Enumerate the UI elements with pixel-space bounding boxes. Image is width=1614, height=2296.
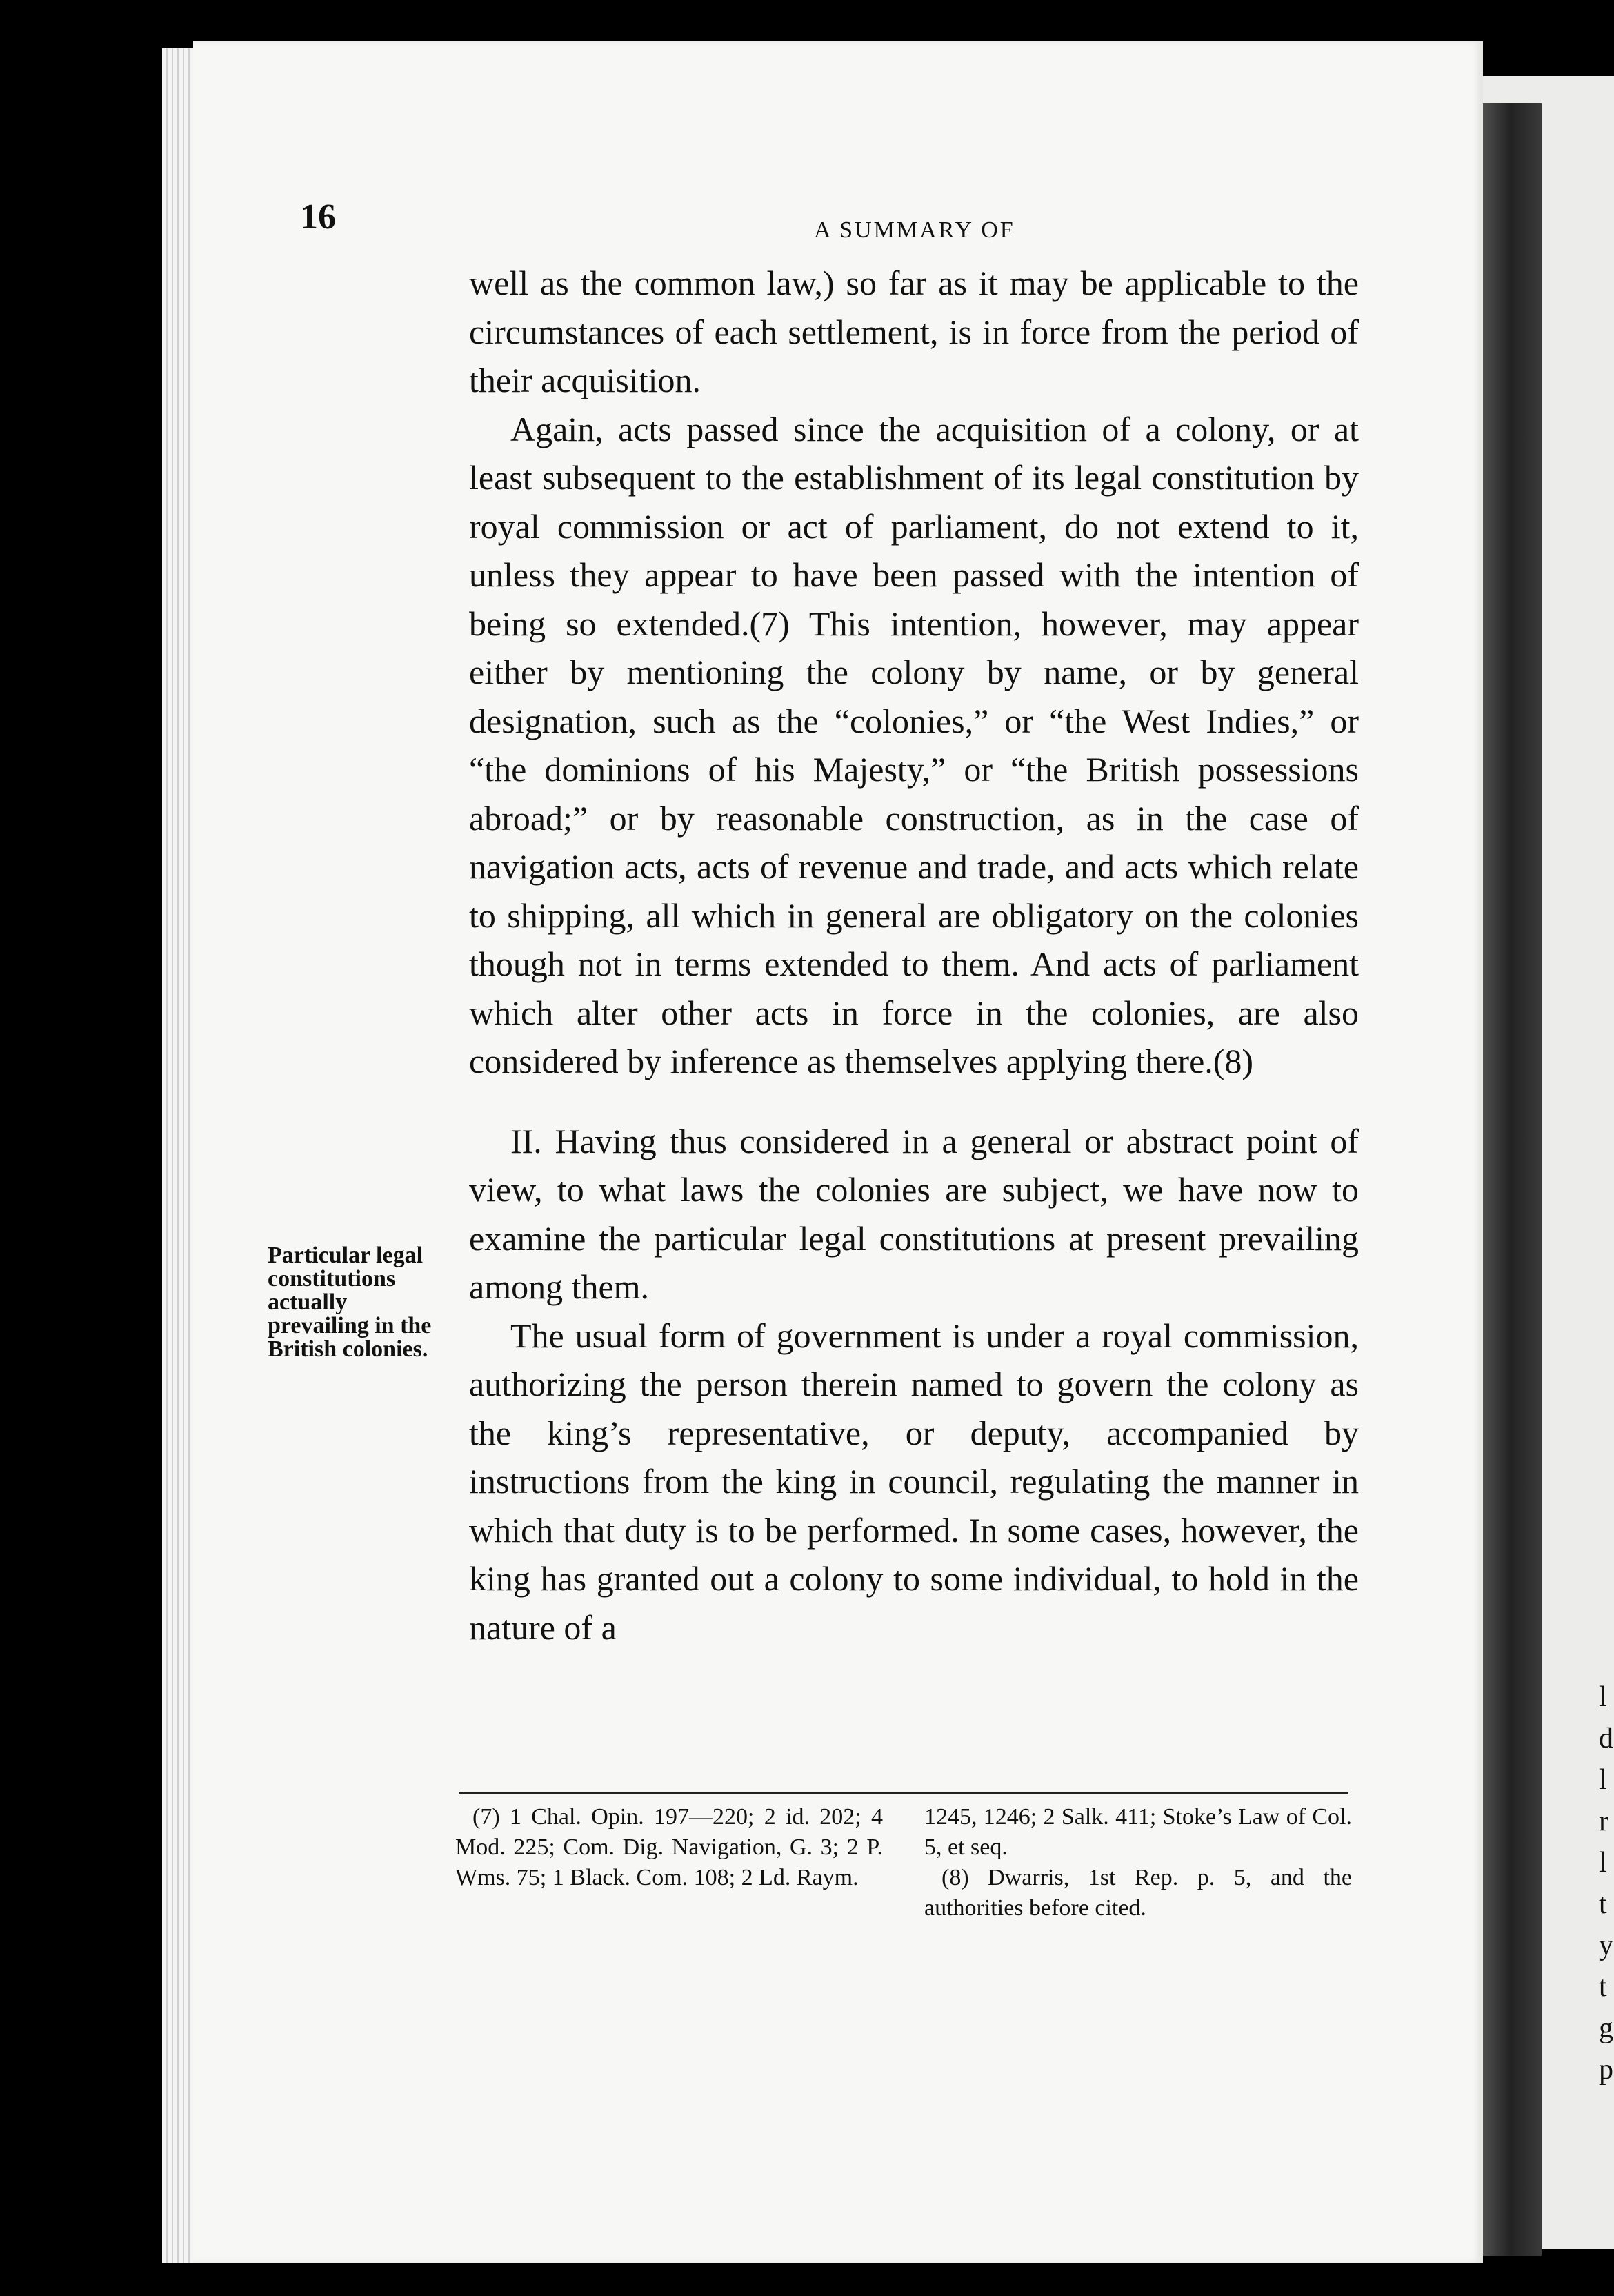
paragraph-acts: Again, acts passed since the acquisition of a colony, or at least subsequent to the establishment of its legal constitution by royal commission or act of parliament, do not extend to it, unless they appear to have been passed with the intention of being so extended.(7) This intention, however, may appear either by mentioning the colony by name, or by general designation, such as the “colonies,” or “the West Indies,” or “the dominions of his Majesty,” or “the British possessions abroad;” or by reasonable construction, as in the case of navigation acts, acts of revenue and trade, and acts which relate to shipping, all which in general are obligatory on the colonies though not in terms extended to them. And acts of parliament which alter other acts in force in the colonies, are also considered by inference as themselves applying there.(8)	[469, 409, 1359, 1080]
paragraph-section-ii: II. Having thus considered in a general or abstract point of view, to what laws the colonies are subject, we have now to examine the particular legal constitutions at present prevailing among them.	[469, 1121, 1359, 1306]
margin-letter: y	[1599, 1930, 1613, 1961]
margin-letter: l	[1599, 1847, 1607, 1879]
paragraph-continuation: well as the common law,) so far as it may be applicable to the circumstances of each settlement, is in force from the period of their acquisition.	[469, 264, 1359, 399]
margin-letter: t	[1599, 1971, 1607, 2003]
footnote-7: (7) 1 Chal. Opin. 197—220; 2 id. 202; 4 Mod. 225; Com. Dig. Navigation, G. 3; 2 P. Wms. 75; 1 Black. Com. 108; 2 Ld. Raym.	[455, 1804, 883, 1890]
margin-letter: d	[1599, 1723, 1613, 1754]
footnote-divider	[459, 1792, 1348, 1794]
footnotes-left-column	[455, 1802, 883, 1923]
page-number: 16	[300, 197, 336, 237]
margin-letter: p	[1599, 2054, 1613, 2086]
margin-letter: l	[1599, 1764, 1607, 1796]
facing-page-margin-letters	[1599, 1676, 1614, 2090]
margin-letter: t	[1599, 1888, 1607, 1920]
body-text	[469, 259, 1359, 1652]
running-head: A SUMMARY OF	[814, 217, 1015, 243]
paragraph-government: The usual form of government is under a royal commission, authorizing the person therein named to govern the colony as the king’s representative, or deputy, accompanied by instructions from the king in council, regulating the manner in which that duty is to be performed. In some cases, however, the king has granted out a colony to some individual, to hold in the nature of a	[469, 1316, 1359, 1647]
footnote-7-continued: 1245, 1246; 2 Salk. 411; Stoke’s Law of Col. 5, et seq.	[924, 1804, 1352, 1860]
book-spine-shadow	[1480, 103, 1542, 2256]
footnotes	[455, 1802, 1352, 1923]
margin-letter: l	[1599, 1681, 1607, 1713]
margin-letter: r	[1599, 1805, 1608, 1837]
margin-letter: g	[1599, 2012, 1613, 2044]
footnote-8: (8) Dwarris, 1st Rep. p. 5, and the authorities before cited.	[924, 1865, 1352, 1921]
marginal-sidenote: Particular legal constitutions actually prevailing in the British colonies.	[268, 1243, 432, 1362]
footnotes-right-column	[924, 1802, 1352, 1923]
